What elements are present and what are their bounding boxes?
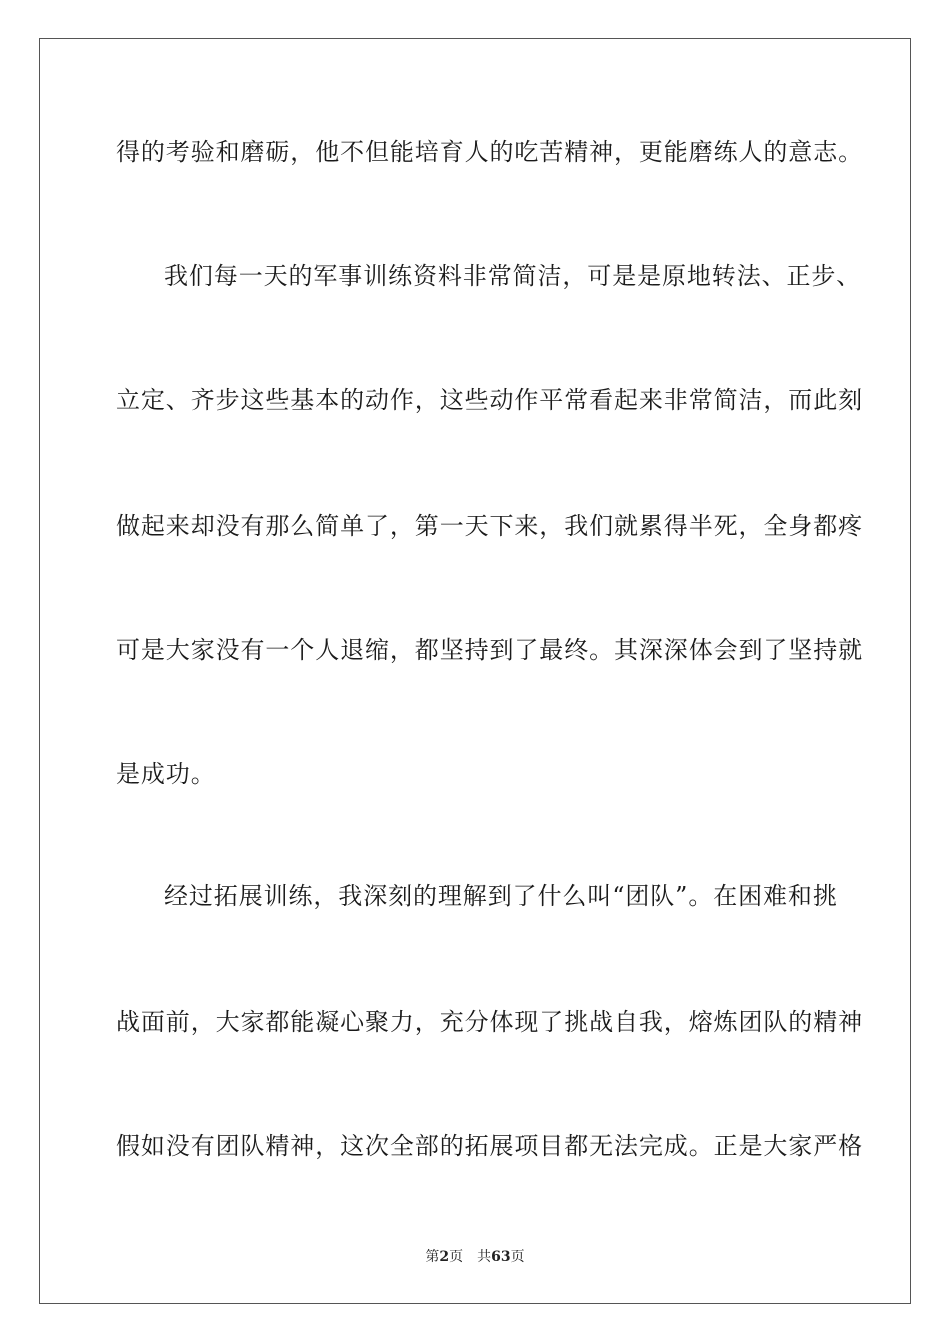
page-prefix: 第: [425, 1249, 440, 1265]
page-border: [39, 38, 911, 1304]
text-line-3: 立定、齐步这些基本的动作，这些动作平常看起来非常简洁，而此刻: [116, 386, 863, 414]
text-line-9: 假如没有团队精神，这次全部的拓展项目都无法完成。正是大家严格: [116, 1132, 863, 1160]
text-line-2: 我们每一天的军事训练资料非常简洁，可是是原地转法、正步、: [164, 262, 862, 290]
text-line-8: 战面前，大家都能凝心聚力，充分体现了挑战自我，熔炼团队的精神: [116, 1008, 863, 1036]
text-line-4: 做起来却没有那么简单了，第一天下来，我们就累得半死，全身都疼: [116, 512, 863, 540]
text-line-6: 是成功。: [116, 760, 216, 788]
total-suffix: 页: [510, 1249, 525, 1265]
page-suffix: 页: [449, 1249, 464, 1265]
text-line-7: 经过拓展训练，我深刻的理解到了什么叫“团队”。在困难和挑: [164, 882, 838, 910]
text-line-1: 得的考验和磨砺，他不但能培育人的吃苦精神，更能磨练人的意志。: [116, 138, 863, 166]
text-line-5: 可是大家没有一个人退缩，都坚持到了最终。其深深体会到了坚持就: [116, 636, 863, 664]
total-prefix: 共: [477, 1249, 492, 1265]
page-footer: [0, 1248, 950, 1266]
page-number: 2: [439, 1249, 450, 1265]
total-pages: 63: [491, 1249, 511, 1265]
